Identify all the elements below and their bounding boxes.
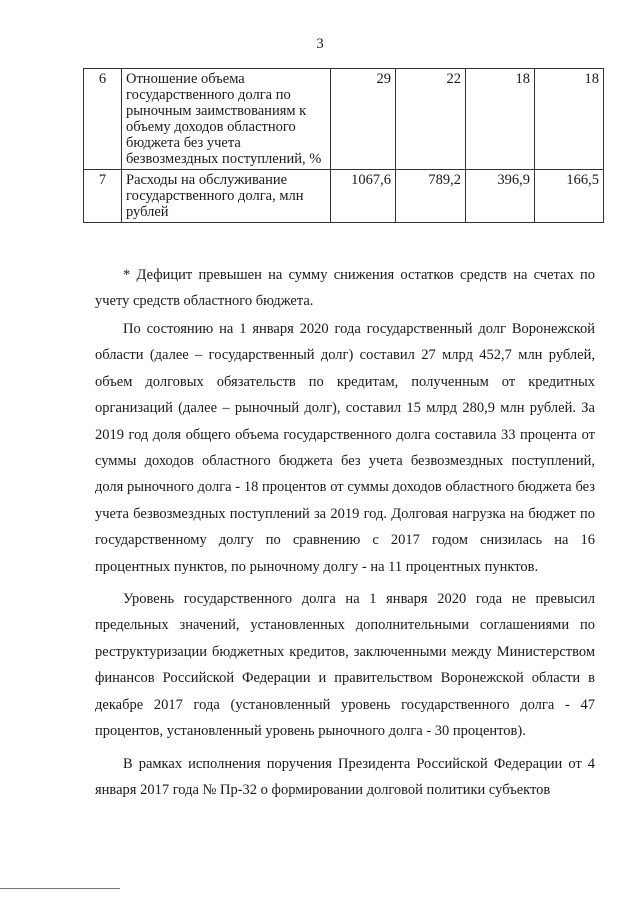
footnote: * Дефицит превышен на сумму снижения остатков средств на счетах по учету средств областного бюджета. <box>95 267 595 310</box>
value-cell: 1067,6 <box>331 170 396 223</box>
page-number: 3 <box>316 36 324 52</box>
row-number: 7 <box>84 170 122 223</box>
value-cell: 18 <box>535 69 604 170</box>
table-row <box>84 69 604 170</box>
paragraph: Уровень государственного долга на 1 января 2020 года не превысил предельных значений, установленных дополнительными соглашениями по реструктуризации бюджетных кредитов, заключенными между Министерством финансов Российской Федерации и правительством Воронежской области в декабре 2017 года (установленный уровень государственного долга - 47 процентов, установленный уровень рыночного долга - 30 процентов). <box>95 591 595 740</box>
table-row <box>84 170 604 223</box>
body-text <box>95 316 595 809</box>
footnote-block <box>95 262 595 315</box>
indicator-name: Расходы на обслуживание государственного долга, млн рублей <box>122 170 331 223</box>
value-cell: 396,9 <box>466 170 535 223</box>
paragraph: По состоянию на 1 января 2020 года государственный долг Воронежской области (далее – государственный долг) составил 27 млрд 452,7 млн рублей, объем долговых обязательств по кредитам, полученным от кредитных организаций (далее – рыночный долг), составил 15 млрд 280,9 млн рублей. За 2019 год доля общего объема государственного долга составила 33 процента от суммы доходов областного бюджета без учета безвозмездных поступлений, доля рыночного долга - 18 процентов от суммы доходов областного бюджета без учета безвозмездных поступлений за 2019 год. Долговая нагрузка на бюджет по государственному долгу по сравнению с 2017 годом снизилась на 16 процентных пунктов, по рыночному долгу - на 11 процентных пунктов. <box>95 321 595 575</box>
paragraph: В рамках исполнения поручения Президента Российской Федерации от 4 января 2017 года № Пр-32 о формировании долговой политики субъектов <box>95 755 595 798</box>
debt-indicators-table <box>83 68 604 223</box>
footer-divider <box>0 888 120 889</box>
value-cell: 29 <box>331 69 396 170</box>
indicator-name: Отношение объема государственного долга по рыночным заимствованиям к объему доходов областного бюджета без учета безвозмездных поступлений, % <box>122 69 331 170</box>
value-cell: 22 <box>396 69 466 170</box>
value-cell: 166,5 <box>535 170 604 223</box>
row-number: 6 <box>84 69 122 170</box>
value-cell: 18 <box>466 69 535 170</box>
value-cell: 789,2 <box>396 170 466 223</box>
